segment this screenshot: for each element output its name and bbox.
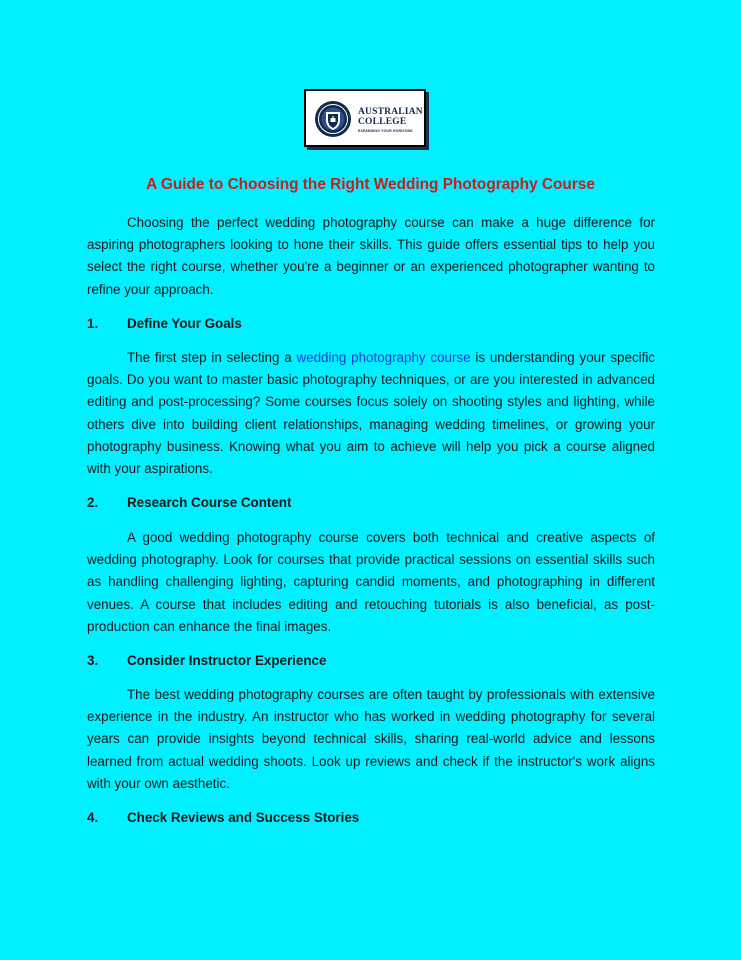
section-2-number: 2. (87, 495, 99, 510)
section-2-title: Research Course Content (127, 495, 292, 510)
section-3-title: Consider Instructor Experience (127, 653, 327, 668)
logo-tagline: EXPANDING YOUR HORIZONS (358, 129, 413, 133)
college-logo (304, 89, 426, 147)
intro-paragraph: Choosing the perfect wedding photography course can make a huge difference for aspiring photographers looking to hone their skills. This guide offers essential tips to help you select the right course, whether you're a beginner or an experienced photographer wanting to refine your approach. (87, 215, 655, 297)
section-4-heading (87, 810, 359, 825)
section-4-number: 4. (87, 810, 99, 825)
section-1-paragraph (87, 347, 655, 480)
section-3-number: 3. (87, 653, 99, 668)
wedding-photography-course-link[interactable]: wedding photography course (296, 350, 471, 365)
section-1-title: Define Your Goals (127, 316, 242, 331)
section-1-number: 1. (87, 316, 99, 331)
section-1-heading (87, 316, 242, 331)
section-2-paragraph: A good wedding photography course covers both technical and creative aspects of wedding photography. Look for courses that provide practical sessions on essential skills such as handling challenging lighting, capturing candid moments, and photographing in different venues. A course that includes editing and retouching tutorials is also beneficial, as post-production can enhance the final images. (87, 530, 655, 634)
section-4-title: Check Reviews and Success Stories (127, 810, 360, 825)
logo-name (358, 107, 423, 127)
section-1-text-after-link: is understanding your specific goals. Do you want to master basic photography techniques, or are you interested in advanced editing and post-processing? Some courses focus solely on shooting styles and lighting, while others dive into building client relationships, managing wedding timelines, or growing your photography business. Knowing what you aim to achieve will help you pick a course aligned with your aspirations. (87, 350, 656, 477)
section-1-text-before-link: The first step in selecting a (127, 350, 297, 365)
section-2-heading (87, 495, 291, 510)
page-title: A Guide to Choosing the Right Wedding Photography Course (146, 176, 595, 193)
logo-name-line2: COLLEGE (358, 117, 407, 127)
section-3-paragraph: The best wedding photography courses are often taught by professionals with extensive experience in the industry. An instructor who has worked in wedding photography for several years can provide insights beyond technical skills, sharing real-world advice and lessons learned from actual wedding shoots. Look up reviews and check if the instructor's work aligns with your own aesthetic. (87, 687, 655, 791)
college-crest-icon (314, 100, 352, 138)
logo-name-line1: AUSTRALIAN (358, 107, 423, 117)
section-3-heading (87, 653, 326, 668)
